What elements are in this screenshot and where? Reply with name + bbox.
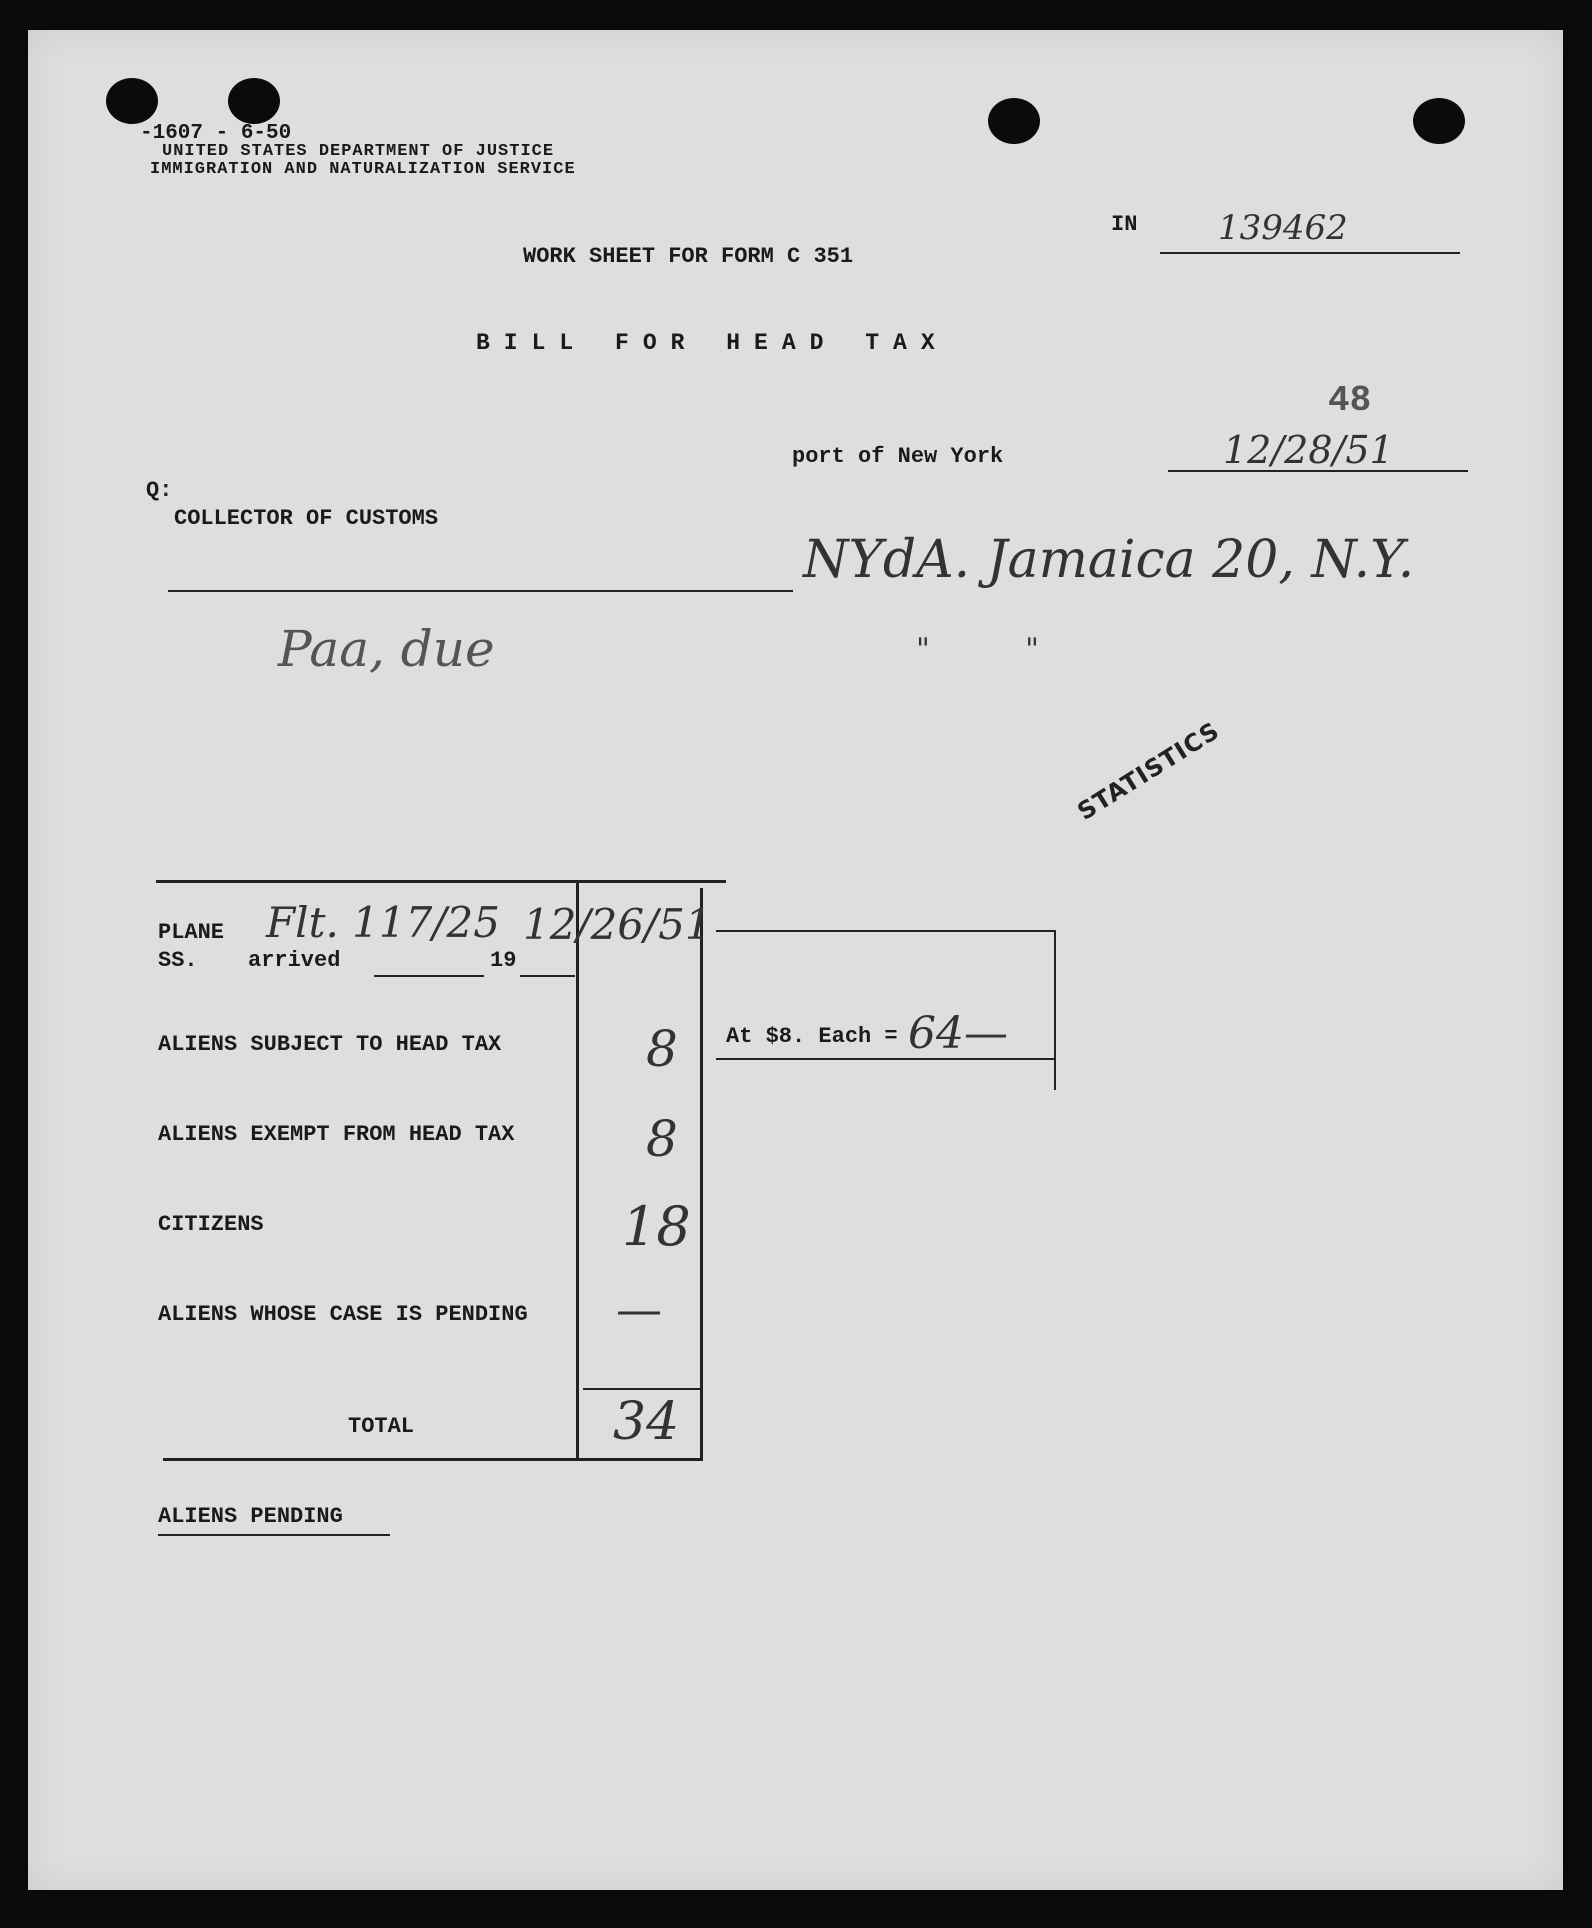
form-number: -1607 - 6-50 <box>140 122 292 145</box>
rate-box-right <box>1054 930 1056 1090</box>
arrival-line-2 <box>520 975 575 977</box>
aliens-pending-label: ALIENS PENDING <box>158 1504 343 1529</box>
bill-title: BILL FOR HEAD TAX <box>476 330 949 356</box>
document-page <box>28 30 1563 1890</box>
rate-amount: 64— <box>908 1008 1008 1059</box>
rate-label: At $8. Each = <box>726 1024 898 1049</box>
port-label: port of New York <box>792 444 1004 469</box>
file-number-value: 139462 <box>1218 208 1348 248</box>
carrier-note: Paa, due <box>278 620 495 678</box>
table-bottom-line <box>163 1458 703 1461</box>
total-separator-line <box>583 1388 703 1390</box>
row-label-exempt: ALIENS EXEMPT FROM HEAD TAX <box>158 1122 515 1147</box>
statistics-stamp: STATISTICS <box>1072 716 1225 826</box>
port-date: 12/28/51 <box>1223 428 1394 472</box>
row-value-exempt: 8 <box>646 1110 678 1168</box>
service-name: IMMIGRATION AND NATURALIZATION SERVICE <box>150 160 576 179</box>
ditto-marks: " " <box>916 632 1039 667</box>
collector-label: COLLECTOR OF CUSTOMS <box>174 506 439 531</box>
row-label-subject: ALIENS SUBJECT TO HEAD TAX <box>158 1032 502 1057</box>
punch-hole-2 <box>228 78 280 124</box>
department-name: UNITED STATES DEPARTMENT OF JUSTICE <box>162 142 555 161</box>
table-divider <box>576 880 579 1458</box>
collector-location: NYdA. Jamaica 20, N.Y. <box>803 530 1415 590</box>
annotation-number: 48 <box>1328 380 1372 421</box>
punch-hole-3 <box>988 98 1040 144</box>
plane-label: PLANE <box>158 920 225 945</box>
flight-number: Flt. 117/25 <box>266 898 500 947</box>
arrival-line-1 <box>374 975 484 977</box>
port-date-line <box>1168 470 1468 472</box>
ss-label: SS. <box>158 948 198 973</box>
arrival-date: 12/26/51 <box>523 900 712 949</box>
row-value-citizens: 18 <box>622 1195 691 1258</box>
row-value-subject: 8 <box>646 1020 678 1078</box>
punch-hole-1 <box>106 78 158 124</box>
worksheet-title: WORK SHEET FOR FORM C 351 <box>523 244 854 269</box>
total-value: 34 <box>613 1392 680 1452</box>
file-number-label: IN <box>1111 212 1138 237</box>
row-value-pending: — <box>616 1282 662 1336</box>
rate-box-top <box>716 930 1056 932</box>
arrived-label: arrived <box>248 948 341 973</box>
punch-hole-4 <box>1413 98 1465 144</box>
table-top-line <box>156 880 726 883</box>
aliens-pending-line <box>158 1534 390 1536</box>
addressee-prefix: Q: <box>146 478 173 503</box>
total-label: TOTAL <box>348 1414 415 1439</box>
table-right-border <box>700 888 703 1458</box>
year-prefix: 19 <box>490 948 517 973</box>
collector-line <box>168 590 793 592</box>
file-number-line <box>1160 252 1460 254</box>
row-label-citizens: CITIZENS <box>158 1212 264 1237</box>
row-label-pending: ALIENS WHOSE CASE IS PENDING <box>158 1302 528 1327</box>
